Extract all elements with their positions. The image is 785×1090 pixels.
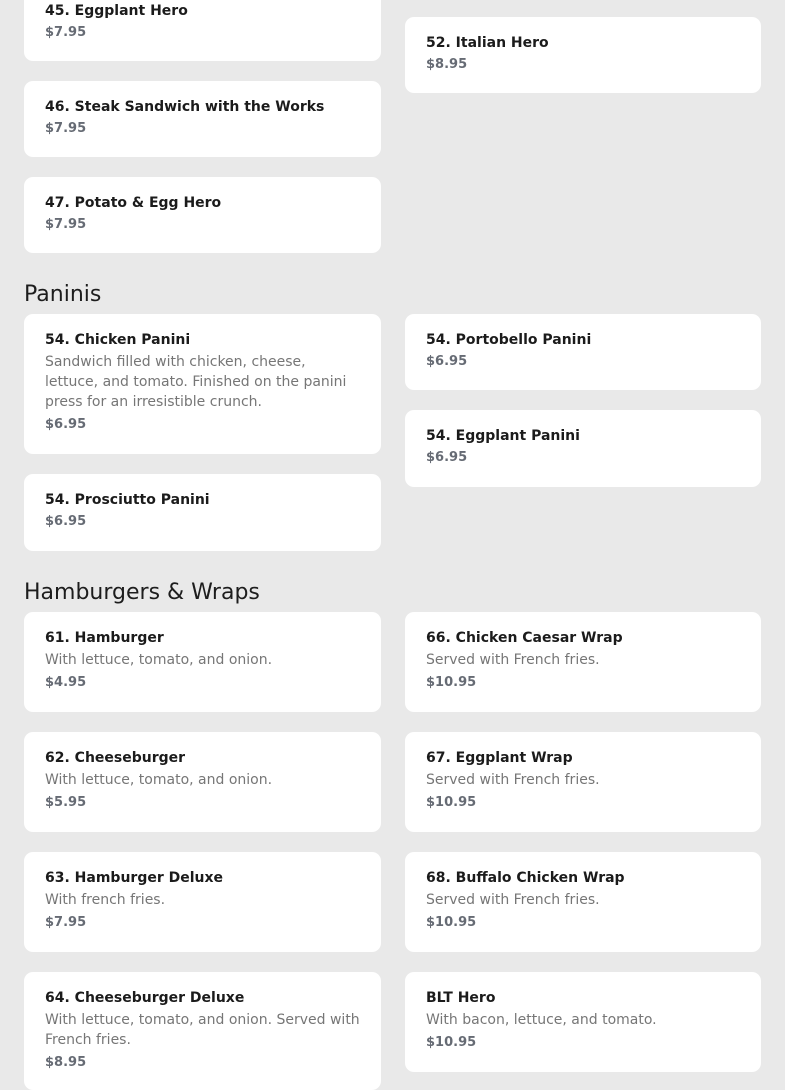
item-price: $7.95 — [45, 915, 87, 930]
item-description: Served with French fries. — [426, 892, 600, 908]
menu-item-card[interactable] — [405, 852, 761, 952]
menu-item-card[interactable] — [405, 612, 761, 712]
section-title-paninis: Paninis — [24, 282, 102, 307]
menu-item-card[interactable] — [24, 314, 381, 454]
menu-item-card[interactable] — [405, 972, 761, 1072]
menu-item-card[interactable] — [405, 732, 761, 832]
item-name: 66. Chicken Caesar Wrap — [426, 630, 623, 646]
item-description: Sandwich filled with chicken, cheese, lettuce, and tomato. Finished on the panini press for an irresistible crunch. — [45, 354, 347, 410]
menu-item-card[interactable] — [405, 17, 761, 93]
menu-item-card[interactable] — [24, 0, 381, 61]
item-price: $4.95 — [45, 675, 87, 690]
item-price: $6.95 — [426, 354, 468, 369]
item-price: $8.95 — [426, 57, 468, 72]
item-description: With french fries. — [45, 892, 166, 908]
menu-item-card[interactable] — [24, 972, 381, 1090]
item-price: $5.95 — [45, 795, 87, 810]
item-name: 54. Prosciutto Panini — [45, 492, 210, 508]
item-price: $10.95 — [426, 1035, 477, 1050]
item-name: 47. Potato & Egg Hero — [45, 195, 222, 211]
menu-item-card[interactable] — [405, 314, 761, 390]
item-description: Served with French fries. — [426, 652, 600, 668]
menu-item-card[interactable] — [405, 410, 761, 487]
menu-item-card[interactable] — [24, 732, 381, 832]
item-name: 46. Steak Sandwich with the Works — [45, 99, 325, 115]
item-name: 54. Chicken Panini — [45, 332, 191, 348]
item-price: $8.95 — [45, 1055, 87, 1070]
item-description: With lettuce, tomato, and onion. Served with French fries. — [45, 1012, 360, 1048]
item-name: 63. Hamburger Deluxe — [45, 870, 224, 886]
section-title-hamburgers-wraps: Hamburgers & Wraps — [24, 580, 260, 605]
item-price: $6.95 — [426, 450, 468, 465]
item-description: With lettuce, tomato, and onion. — [45, 772, 273, 788]
item-price: $10.95 — [426, 795, 477, 810]
item-name: 54. Eggplant Panini — [426, 428, 580, 444]
item-price: $7.95 — [45, 217, 87, 232]
menu-item-card[interactable] — [24, 474, 381, 551]
item-price: $7.95 — [45, 25, 87, 40]
item-price: $6.95 — [45, 417, 87, 432]
item-description: With bacon, lettuce, and tomato. — [426, 1012, 657, 1028]
menu-item-card[interactable] — [24, 852, 381, 952]
item-price: $6.95 — [45, 514, 87, 529]
item-name: 68. Buffalo Chicken Wrap — [426, 870, 625, 886]
item-name: 45. Eggplant Hero — [45, 3, 188, 19]
menu-item-card[interactable] — [24, 612, 381, 712]
item-name: 61. Hamburger — [45, 630, 164, 646]
item-name: 62. Cheeseburger — [45, 750, 186, 766]
item-name: 54. Portobello Panini — [426, 332, 592, 348]
item-name: 64. Cheeseburger Deluxe — [45, 990, 245, 1006]
item-name: BLT Hero — [426, 990, 496, 1006]
item-price: $10.95 — [426, 915, 477, 930]
item-price: $7.95 — [45, 121, 87, 136]
item-description: With lettuce, tomato, and onion. — [45, 652, 273, 668]
item-description: Served with French fries. — [426, 772, 600, 788]
menu-item-card[interactable] — [24, 177, 381, 253]
menu-item-card[interactable] — [24, 81, 381, 157]
item-name: 52. Italian Hero — [426, 35, 549, 51]
item-name: 67. Eggplant Wrap — [426, 750, 573, 766]
item-price: $10.95 — [426, 675, 477, 690]
